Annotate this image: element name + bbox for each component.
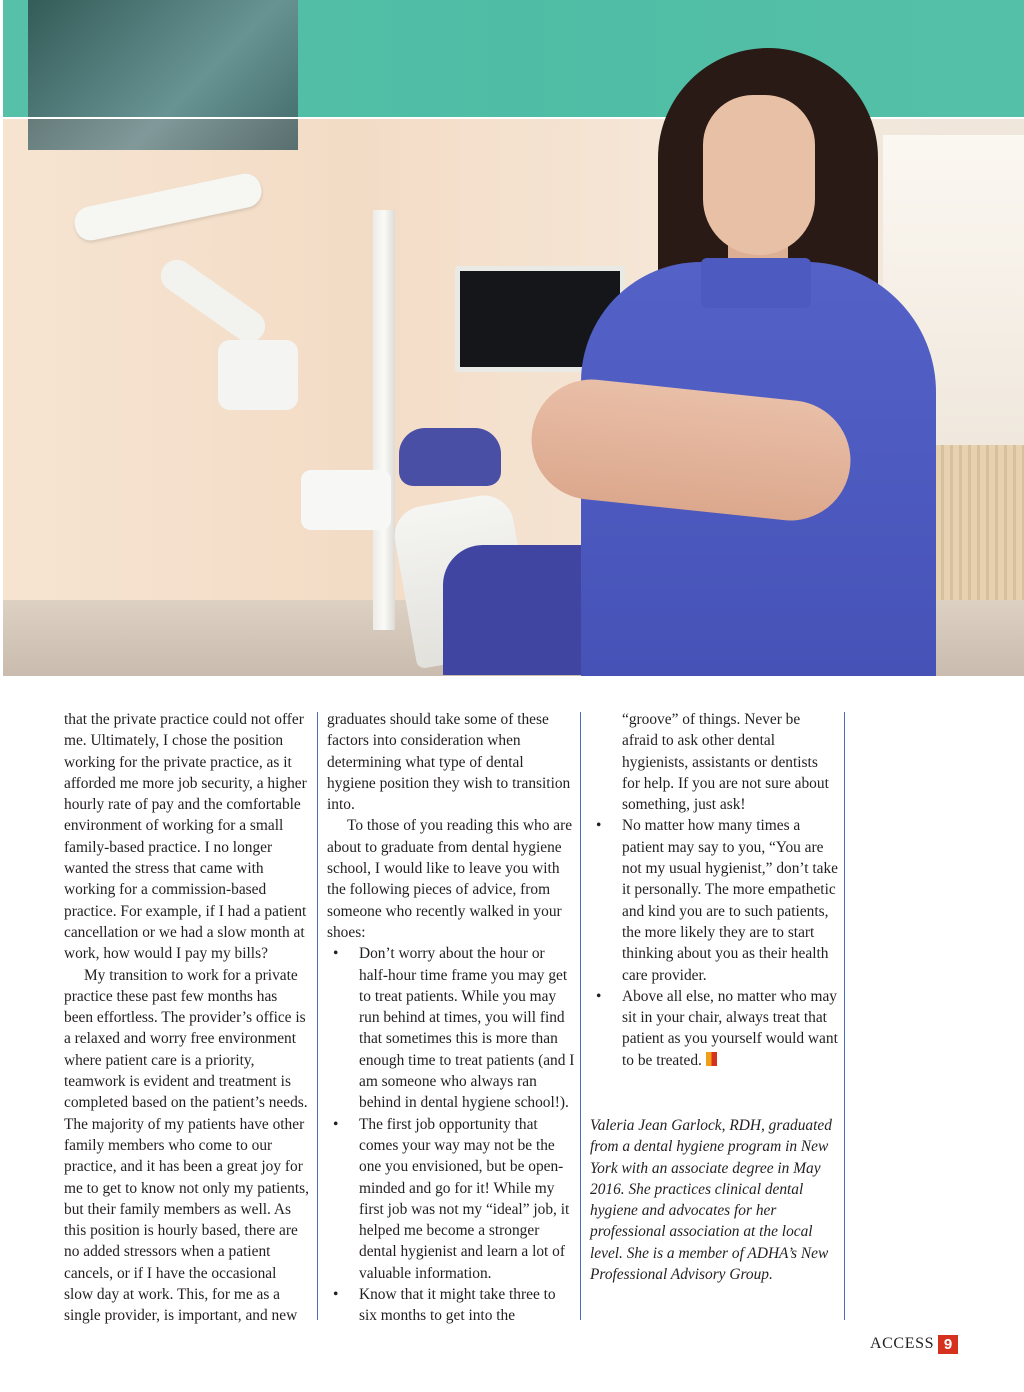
dental-chair-headrest <box>399 428 501 486</box>
column-rule <box>317 712 318 1320</box>
list-item <box>327 1284 575 1327</box>
end-of-article-icon <box>706 1052 717 1066</box>
list-item-continuation: “groove” of things. Never be afraid to ask other dental hygienists, assistants or dentists for help. If you are not sure about something, just ask! <box>622 711 829 814</box>
bullet-icon: • <box>333 1286 339 1304</box>
bullet-icon: • <box>596 817 602 835</box>
hygienist-face <box>703 95 815 255</box>
advice-list-continued <box>590 815 838 1071</box>
list-item-text: No matter how many times a patient may say to you, “You are not my usual hygienist,” don’t take it personally. The more empathetic and kind you are to such patients, the more likely they are to start thinking about you as their health care provider. <box>622 817 839 984</box>
dental-lamp-arm <box>72 171 265 244</box>
wall-art <box>28 0 298 150</box>
paragraph: graduates should take some of these factors into consideration when determining what type of dental hygiene position they wish to transition into. <box>327 711 571 814</box>
column-rule <box>580 712 581 1320</box>
equipment-pole <box>373 210 395 630</box>
magazine-name: ACCESS <box>870 1335 935 1352</box>
author-bio: Valeria Jean Garlock, RDH, graduated from a dental hygiene program in New York with an associate degree in May 2016. She practices clinical dental hygiene and advocates for her professional association at the local level. She is a member of ADHA’s New Professional Advisory Group. <box>590 1117 832 1284</box>
instrument-tray <box>301 470 391 530</box>
list-item-text: Above all else, no matter who may sit in your chair, always treat that patient as you yourself would want to be treated. <box>622 987 838 1069</box>
list-item-text: The first job opportunity that comes your way may not be the one you envisioned, but be open-minded and go for it! While my first job was not my “ideal” job, it helped me become a stronger dental hygienist and learn a lot of valuable information. <box>359 1115 570 1282</box>
article-column-2 <box>327 709 575 1327</box>
hero-photo <box>3 0 1024 676</box>
page-folio <box>870 1333 958 1355</box>
dental-lamp-arm-lower <box>155 253 272 348</box>
list-item-text: Know that it might take three to six months to get into the <box>359 1286 556 1325</box>
article-column-3 <box>590 709 838 1071</box>
page-number: 9 <box>938 1335 958 1354</box>
hygienist-collar <box>701 258 811 308</box>
advice-list <box>327 943 575 1326</box>
list-item <box>327 1114 575 1284</box>
list-item <box>327 943 575 1113</box>
article-column-1 <box>64 709 309 1327</box>
bullet-icon: • <box>596 987 602 1005</box>
paragraph: that the private practice could not offer me. Ultimately, I chose the position working for the private practice, as it afforded me more job security, a higher hourly rate of pay and the comfortable environment of working for a small family-based practice. I no longer wanted the stress that came with working for a commission-based practice. For example, if I had a patient cancellation or we had a slow month at work, how would I pay my bills? <box>64 711 307 963</box>
bullet-icon: • <box>333 1115 339 1133</box>
microscope <box>218 340 298 410</box>
paragraph: My transition to work for a private practice these past few months has been effortless. The provider’s office is a relaxed and worry free environment where patient care is a priority, teamwork is evident and treatment is completed based on the patient’s needs. The majority of my patients have other family members who come to our practice, and it has been a great joy for me to get to know not only my patients, but their family members as well. As this position is hourly based, there are no added stressors when a patient cancels, or if I have the occasional slow day at work. This, for me as a single provider, is important, and new <box>64 966 309 1325</box>
paragraph: To those of you reading this who are about to graduate from dental hygiene school, I would like to leave you with the following pieces of advice, from someone who recently walked in your shoes: <box>327 817 573 941</box>
bullet-icon: • <box>333 945 339 963</box>
list-item <box>590 986 838 1071</box>
list-item <box>590 815 838 985</box>
column-rule <box>844 712 845 1320</box>
list-item-text: Don’t worry about the hour or half-hour time frame you may get to treat patients. While you may run behind at times, you will find that sometimes this is more than enough time to treat patients (and I am someone who always ran behind in dental hygiene school!). <box>359 945 575 1112</box>
